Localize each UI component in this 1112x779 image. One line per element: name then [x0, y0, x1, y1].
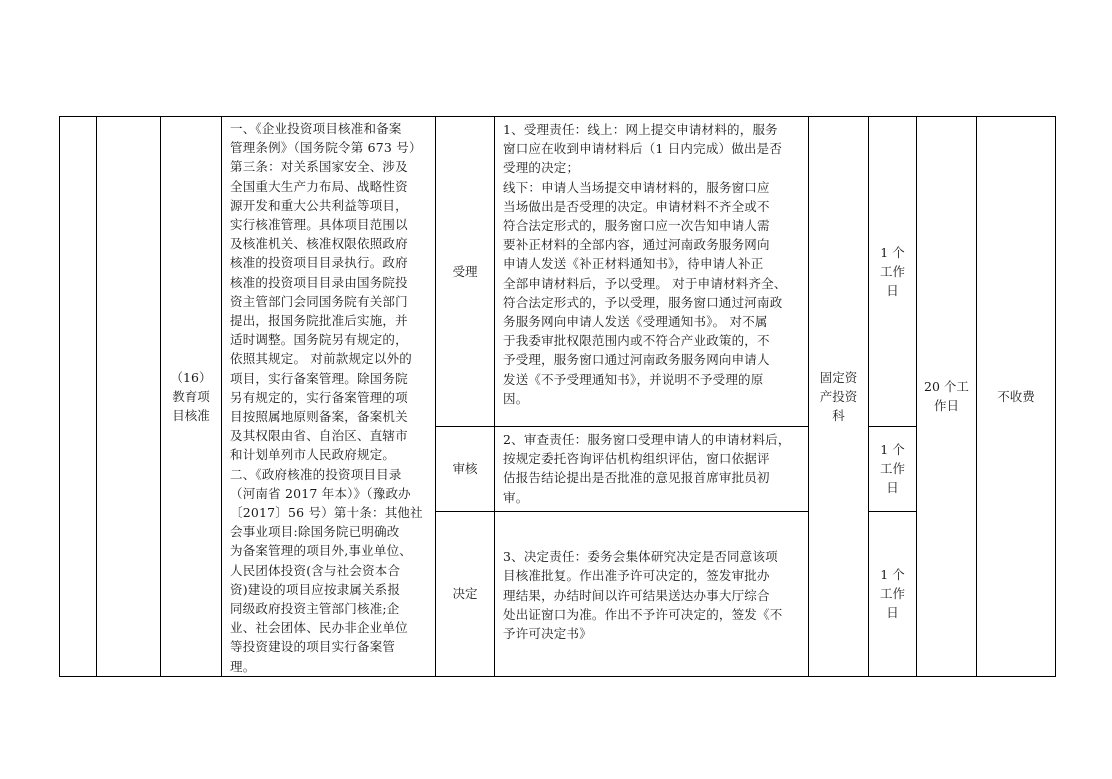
responsibility-line: 申请人发送《补正材料通知书》，待申请人补正 [503, 256, 764, 272]
main-item-cell [97, 117, 161, 677]
responsibility-line: 全部申请材料后，予以受理。 对于申请材料齐全、 [503, 275, 787, 291]
responsibility-accept [495, 117, 809, 427]
responsibility-line: 线下：申请人当场提交申请材料的，服务窗口应 [503, 179, 770, 195]
basis-line: 另有规定的，实行备案管理的项 [230, 389, 408, 405]
basis-line: 目按照属地原则备案，备案机关 [230, 409, 408, 425]
legal-basis-cell [222, 117, 436, 677]
time-line: 工作 [879, 461, 905, 477]
responsibility-line: 要补正材料的全部内容，通过河南政务服务网向 [503, 237, 770, 253]
basis-line: 管理条例》（国务院令第 673 号） [230, 140, 422, 156]
basis-line: 提出，报国务院批准后实施，并 [230, 313, 408, 329]
responsibility-line: 符合法定形式的，予以受理，服务窗口通过河南政 [503, 294, 783, 310]
basis-line: 二、《政府核准的投资项目目录 [230, 466, 402, 482]
basis-line: 第三条：对关系国家安全、涉及 [230, 159, 408, 175]
basis-line: 适时调整。国务院另有规定的， [230, 332, 408, 348]
basis-line: 和计划单列市人民政府规定。 [230, 447, 396, 463]
basis-line: 业、社会团体、民办非企业单位 [230, 620, 408, 636]
basis-line: 核准的投资项目目录由国务院投 [230, 274, 408, 290]
basis-line: 及核准机关、核准权限依照政府 [230, 236, 408, 252]
basis-line: （河南省 2017 年本）》（豫政办 [230, 485, 411, 501]
time-limit-accept [869, 117, 917, 427]
time-line: 1 个 [880, 441, 905, 457]
responsibility-line: 估报告结论提出是否批准的意见报首席审批员初 [503, 470, 770, 486]
responsibility-line: 于我委审批权限范围内或不符合产业政策的，不 [503, 333, 770, 349]
total-time-cell [917, 117, 977, 677]
basis-line: 全国重大生产力布局、战略性资 [230, 178, 408, 194]
responsibility-line: 按规定委托咨询评估机构组织评估，窗口依据评 [503, 451, 770, 467]
time-line: 日 [886, 283, 899, 299]
basis-line: 为备案管理的项目外,事业单位、 [230, 543, 412, 559]
category-line: 固定资 [819, 369, 858, 385]
responsibility-review [495, 426, 809, 511]
responsibility-line: 当场做出是否受理的决定。申请材料不齐全或不 [503, 198, 770, 214]
time-line: 日 [886, 605, 899, 621]
time-line: 1 个 [880, 244, 905, 260]
responsibility-line: 审。 [503, 489, 529, 505]
responsibility-line: 受理的决定； [503, 160, 580, 176]
responsibility-line: 因。 [503, 390, 529, 406]
responsibility-line: 目核准批复。作出准予许可决定的，签发审批办 [503, 568, 770, 584]
time-line: 1 个 [880, 566, 905, 582]
basis-line: 资主管部门会同国务院有关部门 [230, 293, 408, 309]
basis-line: 等投资建设的项目实行备案管 [230, 639, 396, 655]
stage-name-accept: 受理 [436, 117, 495, 427]
fee-cell: 不收费 [977, 117, 1056, 677]
basis-line: 同级政府投资主管部门核准;企 [230, 601, 400, 617]
responsibility-line: 予许可决定书》 [503, 626, 592, 642]
item-name-line: 目核准 [172, 408, 210, 424]
basis-line: 项目，实行备案管理。除国务院 [230, 370, 408, 386]
basis-line: 依照其规定。 对前款规定以外的 [230, 351, 412, 367]
basis-line: 核准的投资项目目录执行。政府 [230, 255, 408, 271]
time-limit-decision [869, 511, 917, 676]
basis-line: 资)建设的项目应按隶属关系报 [230, 581, 401, 597]
stage-name-decision: 决定 [436, 511, 495, 676]
responsibility-line: 发送《不予受理通知书》，并说明不予受理的原 [503, 371, 764, 387]
basis-line: 源开发和重大公共利益等项目， [230, 197, 408, 213]
category-line: 产投资 [819, 388, 858, 404]
responsibility-line: 3、决定责任：委务会集体研究决定是否同意该项 [503, 549, 778, 565]
table-row [60, 117, 1056, 427]
category-cell [809, 117, 869, 677]
responsibility-line: 理结果，办结时间以许可结果送达办事大厅综合 [503, 587, 770, 603]
time-line: 工作 [879, 586, 905, 602]
basis-line: 理。 [230, 658, 256, 674]
item-table [59, 116, 1056, 677]
item-name-cell [161, 117, 222, 677]
responsibility-line: 予受理，服务窗口通过河南政务服务网向申请人 [503, 352, 770, 368]
basis-line: 实行核准管理。具体项目范围以 [230, 217, 408, 233]
time-line: 工作 [879, 263, 905, 279]
basis-line: 及其权限由省、自治区、直辖市 [230, 428, 408, 444]
responsibility-decision [495, 511, 809, 676]
responsibility-line: 符合法定形式的，服务窗口应一次告知申请人需 [503, 218, 770, 234]
total-time-line: 作日 [933, 398, 959, 414]
item-name-line: 教育项 [172, 388, 210, 404]
stage-name-review: 审核 [436, 426, 495, 511]
responsibility-line: 处出证窗口为准。作出不予许可决定的，签发《不 [503, 606, 783, 622]
basis-line: 会事业项目:除国务院已明确改 [230, 524, 400, 540]
total-time-line: 20 个工 [924, 379, 969, 395]
time-line: 日 [886, 480, 899, 496]
responsibility-line: 窗口应在收到申请材料后（1 日内完成）做出是否 [503, 141, 783, 157]
item-name-line: （16） [170, 369, 212, 385]
responsibility-line: 务服务网向申请人发送《受理通知书》。 对不属 [503, 314, 768, 330]
responsibility-line: 1、受理责任：线上：网上提交申请材料的，服务 [503, 122, 778, 137]
seq-cell [60, 117, 97, 677]
responsibility-line: 2、审查责任：服务窗口受理申请人的申请材料后， [503, 431, 791, 447]
basis-line: 〔2017〕56 号）第十条：其他社 [230, 505, 423, 521]
basis-line: 一、《企业投资项目核准和备案 [230, 121, 402, 136]
time-limit-review [869, 426, 917, 511]
basis-line: 人民团体投资(含与社会资本合 [230, 562, 401, 578]
category-line: 科 [832, 408, 845, 424]
